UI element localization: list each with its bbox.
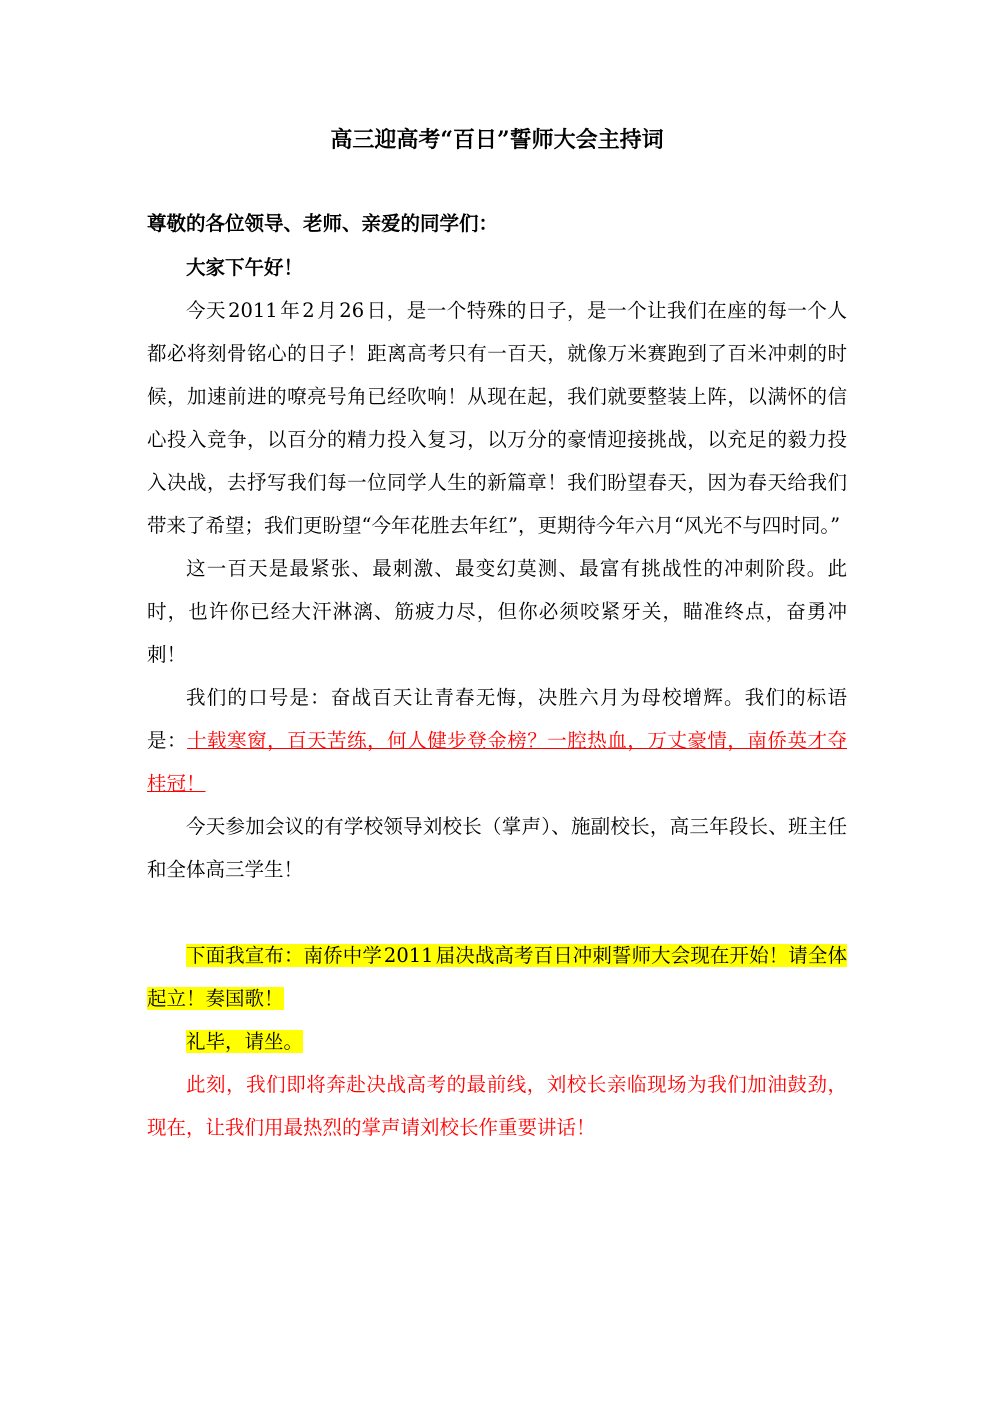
paragraph-slogan — [147, 676, 847, 805]
greeting-line: 大家下午好！ — [186, 256, 304, 279]
month-value: 2 — [302, 299, 315, 322]
text-year-unit: 年 — [279, 299, 301, 322]
blank-spacer-line — [147, 891, 847, 934]
paragraph-hundred-days: 这一百天是最紧张、最刺激、最变幻莫测、最富有挑战性的冲刺阶段。此时，也许你已经大汗淋漓、筋疲力尽，但你必须咬紧牙关，瞄准终点，奋勇冲刺！ — [147, 557, 847, 666]
page-title: 高三迎高考“百日”誓师大会主持词 — [330, 127, 664, 153]
paragraph-closing-red: 此刻，我们即将奔赴决战高考的最前线，刘校长亲临现场为我们加油鼓劲，现在，让我们用最热烈的掌声请刘校长作重要讲话！ — [147, 1073, 847, 1139]
salutation-line: 尊敬的各位领导、老师、亲爱的同学们： — [147, 212, 499, 235]
slogan-lead-text: 我们的口号是：奋战百天让青春无悔，决胜六月为母校增辉。我们的标语是： — [147, 686, 847, 752]
paragraph-opening-date — [147, 289, 847, 547]
paragraph-be-seated — [147, 1020, 847, 1063]
slogan-emphasis-text: 十载寒窗，百天苦练，何人健步登金榜？一腔热血，万丈豪情，南侨英才夺桂冠！ — [147, 729, 847, 795]
be-seated-text: 礼毕，请坐。 — [186, 1030, 304, 1053]
announcement-text-after-year: 届决战高考百日冲刺誓师大会现在开始！请全体起立！奏国歌！ — [147, 944, 847, 1010]
text-month-unit: 月 — [316, 299, 338, 322]
paragraph-opening-rest: 日，是一个特殊的日子，是一个让我们在座的每一个人都必将刻骨铭心的日子！距离高考只有一百天，就像万米赛跑到了百米冲刺的时候，加速前进的嘹亮号角已经吹响！从现在起，我们就要整装上阵，以满怀的信心投入竞争，以百分的精力投入复习，以万分的豪情迎接挑战，以充足的毅力投入决战，去抒写我们每一位同学人生的新篇章！我们盼望春天，因为春天给我们带来了希望；我们更盼望“今年花胜去年红”，更期待今年六月“风光不与四时同。” — [147, 299, 847, 537]
day-value: 26 — [339, 299, 365, 322]
paragraph-announcement — [147, 934, 847, 1020]
announcement-year-value: 2011 — [383, 944, 434, 967]
text-today: 今天 — [186, 299, 227, 322]
paragraph-attendees: 今天参加会议的有学校领导刘校长（掌声）、施副校长，高三年段长、班主任和全体高三学生！ — [147, 815, 847, 881]
document-body — [147, 0, 847, 1149]
year-value: 2011 — [228, 299, 278, 322]
announcement-text-before-year: 下面我宣布：南侨中学 — [186, 944, 382, 967]
